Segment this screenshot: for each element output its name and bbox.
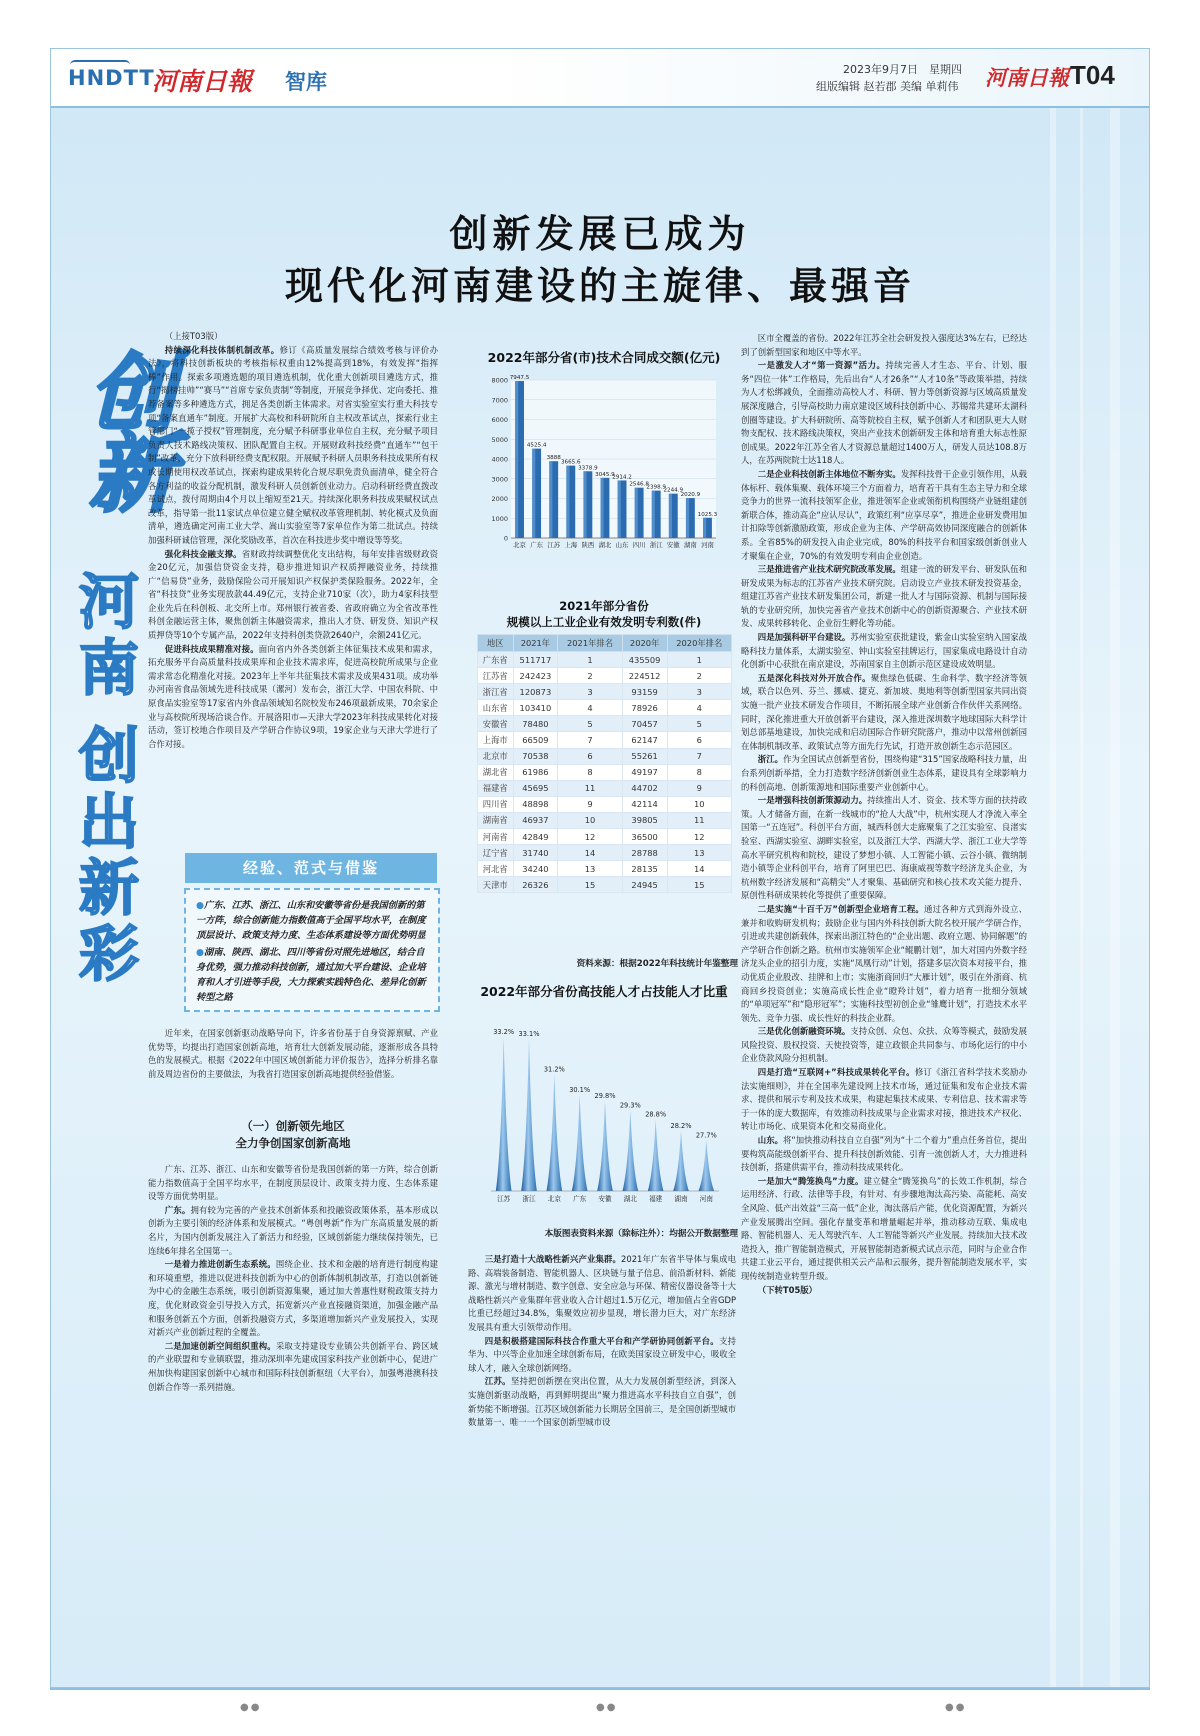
- slogan-char: 河: [79, 568, 139, 638]
- headline: [50, 208, 1150, 312]
- table-row: [478, 796, 732, 812]
- data-label: 3378.9: [578, 465, 598, 472]
- column-header: 2021年: [513, 635, 558, 652]
- table-cell: 34240: [513, 861, 558, 877]
- table-cell: 78926: [622, 700, 667, 716]
- headline-line-2: 现代化河南建设的主旋律、最强音: [284, 263, 915, 308]
- data-label: 33.2%: [493, 1028, 515, 1037]
- table-row: [478, 861, 732, 877]
- data-label: 31.2%: [543, 1065, 565, 1074]
- table-cell: 湖北省: [478, 764, 514, 780]
- table-row: [478, 829, 732, 845]
- paragraph: 山东。将“加快推动科技自立自强”列为“十二个着力”重点任务首位，提出要构筑高能级创新平台、提升科技创新效能、引育一流创新人才，大力推进科技创新，搭建供需平台，推动科技成果转化。: [741, 1135, 1028, 1173]
- table-cell: 9: [667, 780, 731, 796]
- slogan-char: 创: [79, 722, 139, 792]
- column-header: 2021年排名: [558, 635, 622, 652]
- table-cell: 6: [558, 748, 622, 764]
- table-cell: 四川省: [478, 796, 514, 812]
- paragraph: 强化科技金融支撑。省财政持续调整优化支出结构，每年安排省级财政资金20亿元，加强信贷资金支持，稳步推进知识产权质押融资业务，持续推广“信易贷”业务，鼓励保险公司开展知识产权保护类保险服务。2022年，全省“科技贷”业务实现放款44.49亿元，支持企业710家（次），助力4家科技型企业先后在科创板、北交所上市。郑州银行被省委、省政府确立为全省改革性科创金融运营主体，聚焦创新主体融资需求，推出人才贷、研发贷、知识产权质押贷等10个专属产品，2022年支持科创类贷款2640户，余额241亿元。: [148, 548, 439, 641]
- data-label: 33.1%: [518, 1029, 540, 1038]
- footer-dots: ●●: [596, 1702, 618, 1713]
- category-label: 福建: [649, 1195, 663, 1203]
- section-name: 智库: [285, 70, 327, 94]
- category-label: 北京: [547, 1195, 561, 1203]
- bar-highlight: [618, 480, 621, 538]
- footer-divider: [50, 1688, 1150, 1690]
- table-row: [478, 652, 732, 668]
- table-cell: 28135: [622, 861, 667, 877]
- table-cell: 26326: [513, 877, 558, 893]
- table-cell: 24945: [622, 877, 667, 893]
- paper-name-right: 河南日報: [985, 65, 1069, 90]
- charts-source-note: 本版图表资料来源（除标注外）：均据公开数据整理: [544, 1229, 738, 1239]
- paragraph: 江苏。坚持把创新摆在突出位置，从大力发展创新型经济，到深入实施创新驱动战略，再到鲜明提出“聚力推进高水平科技自立自强”，创新势能不断增强。江苏区域创新能力长期居全国前三，是全国创新型城市数量第一、唯一一个国家创新型城市设: [468, 1376, 737, 1428]
- table-cell: 辽宁省: [478, 845, 514, 861]
- category-label: 安徽: [598, 1195, 612, 1203]
- category-label: 湖南: [683, 541, 697, 549]
- footer-dots: ●●: [240, 1702, 262, 1713]
- y-tick-label: 6000: [491, 416, 508, 424]
- data-label: 2020.9: [680, 492, 701, 499]
- bar-highlight: [686, 498, 689, 538]
- table-cell: 11: [558, 780, 622, 796]
- data-label: 3888: [546, 455, 561, 462]
- table-cell: 3: [558, 684, 622, 700]
- slogan-char: 南: [79, 634, 139, 704]
- table-cell: 511717: [513, 652, 558, 668]
- cone-bar: [597, 1101, 613, 1191]
- table-cell: 242423: [513, 668, 558, 684]
- data-label: 2244.9: [663, 487, 684, 494]
- data-label: 3665.6: [561, 459, 581, 466]
- cone-bar: [698, 1140, 714, 1191]
- table-cell: 28788: [622, 845, 667, 861]
- y-tick-label: 8000: [491, 376, 508, 385]
- bar-highlight: [549, 461, 552, 538]
- logo-arc: [70, 60, 130, 65]
- paragraph: 一是着力推进创新生态系统。围绕企业、技术和金融的培育进行制度构建和环境重塑，推进以促进科技创新为中心的创新体制机制改革，打造以创新链为中心的金融生态系统，吸引创新资源集聚，通过加大普惠性财税政策支持力度，优化财政资金引导投入方式，拓宽新兴产业直接融资渠道，加强金融产品和服务创新五个方面，创新投融资方式，多渠道增加新兴产业发展投入，实现对新兴产业创新过程的全覆盖。: [148, 1259, 439, 1338]
- box-title: 经验、范式与借鉴: [185, 853, 437, 883]
- table-row: [478, 700, 732, 716]
- patent-table: [477, 634, 732, 893]
- table-cell: 5: [667, 716, 731, 732]
- table-row: [478, 780, 732, 796]
- table-cell: 山东省: [478, 700, 514, 716]
- table-cell: 62147: [622, 732, 667, 748]
- data-label: 29.3%: [619, 1101, 641, 1110]
- y-tick-label: 5000: [491, 435, 508, 444]
- article-column-3: [741, 332, 1027, 1297]
- table-cell: 224512: [622, 668, 667, 684]
- table-cell: 70538: [513, 748, 558, 764]
- table-row: [478, 716, 732, 732]
- table-row: [478, 668, 732, 684]
- table-cell: 3: [667, 684, 731, 700]
- paragraph: 持续深化科技体制机制改革。修订《高质量发展综合绩效考核与评价办法》，将科技创新板块的考核指标权重由12%提高到18%，有效发挥“指挥棒”作用。探索多项遴选题的项目遴选机制，优化重大创新项目遴选方式，推行“揭榜挂帅”“赛马”“首席专家负责制”等制度，开展竞争择优、定向委托、推荐备案等多种遴选方式，拥足各类创新主体需求。对省实验室实行重大科技专项“备案直通车”制度。开展扩大高校和科研院所自主权改革试点，探索行业主管部门“一揽子授权”管理制度，充分赋予科研事业单位自主权，充分赋予项目负责人技术路线决策权、团队配置自主权。开展财政科技经费“直通车”“包干制”改革，充分下放科研经费支配权限。开展赋予科研人员职务科技成果所有权或长期使用权改革试点，探索构建成果转化合规尽职免责负面清单，健全符合各方利益的收益分配机制，激发科研人员创新创业动力。启动科研经费直拨改革试点，拨付周期由4个月以上缩短至21天。持续深化职务科技成果赋权试点改革，指导第一批11家试点单位建立健全赋权改革管理机制、转化模式及负面清单，遴选确定河南工业大学、嵩山实验室等7家单位作为第二批试点。持续加强科研诚信管理，深化奖励改革，首次在科技进步奖中增设等等奖。: [148, 344, 439, 545]
- category-label: 广东: [573, 1195, 587, 1203]
- table-cell: 7: [558, 732, 622, 748]
- y-tick-label: 1000: [491, 514, 508, 523]
- data-label: 2398.9: [646, 484, 666, 491]
- data-label: 2546.8: [629, 481, 649, 488]
- chart-title-patent: 2021年部分省份 规模以上工业企业有效发明专利数(件): [506, 599, 702, 629]
- cone-bar: [648, 1120, 664, 1191]
- category-label: 陕西: [581, 541, 595, 549]
- bar-highlight: [515, 381, 518, 538]
- continued-note: （上接T03版）: [164, 331, 223, 341]
- category-label: 江苏: [497, 1195, 511, 1203]
- cone-bar: [546, 1075, 562, 1191]
- page-number: T04: [1070, 60, 1115, 90]
- continue-note: （下转T05版）: [757, 1284, 818, 1295]
- data-label: 4525.4: [526, 442, 547, 449]
- table-cell: 9: [558, 796, 622, 812]
- data-label: 30.1%: [569, 1086, 591, 1095]
- paragraph: 二是实施“十百千万”创新型企业培育工程。通过各种方式到海外设立、兼并和收购研发机构；鼓励企业与国内外科技创新大院名校开展产学研合作，引进或共建创新载体，探索出浙江特色的“企业出题、政府立题、协同解题”的产学研合作创新之路。杭州市实施领军企业“鲲鹏计划”，加大对国内外数字经济龙头企业的招引力度，实施“凤凰行动”计划，搭建多层次资本对接平台，推动优质企业股改、挂牌和上市；实施浙商回归“大雁计划”，吸引在外浙商、杭商回乡投资创业；实施高成长性企业“瞪羚计划”，着力培育一批细分领域的“单项冠军”和“隐形冠军”；实施科技型初创企业“雏鹰计划”，打造技术水平领先、竞争力强、成长性好的科技企业群。: [741, 903, 1027, 1023]
- cone-bar: [496, 1037, 512, 1191]
- table-cell: 36500: [622, 829, 667, 845]
- table-cell: 1: [667, 652, 731, 668]
- table-cell: 48898: [513, 796, 558, 812]
- article-column-2: [468, 1253, 736, 1430]
- paragraph: 二是加速创新空间组织重构。采取支持建设专业镇公共创新平台、跨区域的产业联盟和专业镇联盟，推动深圳率先建成国家科技产业创新中心，促进广州加快构建国家创新中心城市和国际科技创新枢纽（大平台），加强粤港澳科技创新合作等一系列措施。: [148, 1340, 439, 1392]
- category-label: 广东: [530, 541, 544, 549]
- table-cell: 42114: [622, 796, 667, 812]
- bar-highlight: [601, 478, 604, 538]
- table-row: [478, 845, 732, 861]
- table-row: [478, 812, 732, 828]
- bar-highlight: [669, 494, 672, 538]
- data-label: 28.8%: [645, 1110, 667, 1119]
- data-label: 28.2%: [670, 1121, 692, 1130]
- paragraph: 四是打造“互联网+”科技成果转化平台。修订《浙江省科学技术奖励办法实施细则》，并在全国率先建设网上技术市场，通过征集和发布企业技术需求、提供和展示专利及技术成果，构建起集技术成果、专利信息、技术需求等于一体的庞大数据库，有效推动科技成果与企业需求对接，推进技术产权化、转让市场化、成果资本化和交易商业化。: [741, 1067, 1028, 1132]
- table-cell: 广东省: [478, 652, 514, 668]
- table-cell: 上海市: [478, 732, 514, 748]
- slogan-char: 出: [79, 788, 139, 858]
- category-label: 湖北: [598, 541, 612, 549]
- category-label: 安徽: [666, 541, 680, 549]
- category-label: 河南: [701, 541, 714, 549]
- table-cell: 70457: [622, 716, 667, 732]
- data-label: 3045.9: [595, 471, 615, 478]
- paragraph: 一是加大“腾笼换鸟”力度。建立健全“腾笼换鸟”的长效工作机制，综合运用经济、行政、法律等手段，有针对、有步骤地淘汰高污染、高能耗、高安全风险、低产出效益“三高一低”企业，淘汰落后产能，优化资源配置，为新兴产业发展腾出空间。强化存量变革和增量崛起并举，推动移动互联、集成电路、智能机器人、无人驾驶汽车、人工智能等新兴产业发展。持续加大技术改造投入，推广智能制造模式，开展智能制造新模式试点示范，同时与企业合作共建工业云平台，通过提供相关云产品和云服务，提升智能制造发展水平，实现传统制造业转型升级。: [741, 1175, 1027, 1281]
- section-subheading: （一）创新领先地区 全力争创国家创新高地: [235, 1119, 351, 1150]
- table-cell: 49197: [622, 764, 667, 780]
- y-tick-label: 3000: [491, 475, 508, 484]
- paragraph: 三是推进省产业技术研究院改革发展。组建一流的研发平台、研发队伍和研发成果为标志的江苏省产业技术研究院。启动设立产业技术研发投资基金，组建江苏省产业技术研发集团公司，新建一批人才与国际资源、机制与国际接轨的专业研究所，加快完善省产业技术创新中心的创新资源聚合、产业技术研发、成果转移转化、企业衍生孵化等功能。: [741, 564, 1028, 629]
- table-cell: 46937: [513, 812, 558, 828]
- table-cell: 北京市: [478, 748, 514, 764]
- cone-bar: [622, 1110, 638, 1191]
- paragraph: 二是企业科技创新主体地位不断夯实。发挥科技骨干企业引领作用，从载体标杆、载体集聚、载体环境三个方面着力，培育若干具有生态主导力和全球竞争力的世界一流科技领军企业，推进领军企业或领衔机构围绕产业链组建创新联合体，推动高企“应认尽认”，政策红利“应享尽享”，推进企业研发费用加计扣除等创新激励政策，形成企业为主体、产学研高效协同深度融合的创新体系。全省85%的研发投入由企业完成，80%的科技平台和国家级创新创业人才聚集在企业，70%的有效发明专利由企业创造。: [741, 468, 1028, 561]
- quote-item: ●广东、江苏、浙江、山东和安徽等省份是我国创新的第一方阵，综合创新能力指数值高于全国平均水平，在制度顶层设计、政策支持力度、生态体系建设等方面优势明显: [196, 900, 426, 941]
- table-row: [478, 764, 732, 780]
- table-cell: 浙江省: [478, 684, 514, 700]
- headline-line-1: 创新发展已成为: [449, 211, 751, 256]
- table-source-note: 资料来源：根据2022年科技统计年鉴整理: [576, 959, 738, 969]
- paragraph: 广东。拥有较为完善的产业技术创新体系和投融资政策体系，基本形成以创新为主要引领的经济体系和发展模式。“粤创粤新”作为广东高质量发展的新名片，为国内创新发展注入了新活力和经验，区域创新能力继续保持领先，已连续6年排名全国第一。: [148, 1204, 439, 1256]
- table-cell: 39805: [622, 812, 667, 828]
- table-cell: 河北省: [478, 861, 514, 877]
- paragraph: 广东、江苏、浙江、山东和安徽等省份是我国创新的第一方阵，综合创新能力指数值高于全国平均水平，在制度顶层设计、政策支持力度、生态体系建设等方面优势明显。: [148, 1164, 438, 1202]
- paragraph: 五是深化科技对外开放合作。聚焦绿色低碳、生命科学、数字经济等领域，联合以色列、芬兰、挪威、捷克、新加坡、奥地利等创新型国家共同出资实施一批产业技术研发合作项目，不断拓展全球产业创新合作伙伴关系网络。同时，深化推进重大开放创新平台建设，深入推进深圳数字地球国际大科学计划总部基地建设，加快完成和启动国际合作研究院落户，推动中以常州创新园在体制机制改革、政策试点等方面先行先试，打造开放创新生态示范园区。: [741, 672, 1028, 751]
- category-label: 河南: [699, 1195, 713, 1203]
- table-cell: 13: [558, 861, 622, 877]
- slogan-big: 创新: [74, 348, 174, 508]
- cone-bar: [521, 1039, 537, 1191]
- table-cell: 120873: [513, 684, 558, 700]
- data-label: 29.8%: [594, 1091, 616, 1100]
- table-row: [478, 748, 732, 764]
- category-label: 上海: [564, 541, 578, 549]
- data-label: 7947.5: [509, 375, 530, 382]
- table-cell: 安徽省: [478, 716, 514, 732]
- table-cell: 天津市: [478, 877, 514, 893]
- masthead: [50, 48, 1150, 106]
- table-cell: 6: [667, 732, 731, 748]
- bar-highlight: [635, 488, 638, 538]
- issue-date: 2023年9月7日 星期四: [843, 63, 962, 76]
- data-label: 1025.3: [697, 511, 718, 518]
- table-cell: 31740: [513, 845, 558, 861]
- table-cell: 435509: [622, 652, 667, 668]
- table-cell: 12: [667, 829, 731, 845]
- table-cell: 10: [667, 796, 731, 812]
- table-cell: 45695: [513, 780, 558, 796]
- editors-line: 组版编辑 赵若郡 美编 单莉伟: [816, 80, 959, 93]
- table-header-row: [478, 635, 732, 652]
- intro-paragraph: 近年来，在国家创新驱动战略导向下，许多省份基于自身资源禀赋、产业优势等，均提出打造国家创新高地，培育壮大创新发展动能，逐渐形成各具特色的发展模式。根据《2022年中国区域创新能力评价报告》，选择分析排名靠前及周边省份的主要做法，为我省打造国家创新高地提供经验借鉴。: [148, 1028, 438, 1079]
- table-row: [478, 684, 732, 700]
- paragraph: 区市全覆盖的省份。2022年江苏全社会研发投入强度达3%左右，已经达到了创新型国家和地区中等水平。: [741, 333, 1027, 357]
- table-cell: 78480: [513, 716, 558, 732]
- paragraph: 一是激发人才“第一资源”活力。持续完善人才生态、平台、计划、服务“四位一体”工作格局，先后出台“人才26条”“人才10条”等政策举措，持续为人才松绑减负，全面推动高校人才、科研、智力等创新资源与区域高质量发展深度融合，引导高校助力南京建设区域科技创新中心、苏锡常共建环太湖科创圈等建设。扩大科研院所、高等院校自主权，赋予创新人才和团队更大人财物支配权、技术路线决策权，突出产业技术创新研发主体和培育重大标志性原创成果。2022年江苏全省人才资源总量超过1400万人，研发人员达108.8万人，在苏两院院士达118人。: [741, 360, 1027, 466]
- table-cell: 93159: [622, 684, 667, 700]
- category-label: 湖南: [674, 1195, 688, 1203]
- y-tick-label: 2000: [491, 495, 508, 503]
- y-tick-label: 4000: [491, 455, 508, 464]
- table-cell: 2: [667, 668, 731, 684]
- paragraph: 浙江。作为全国试点创新型省份，围绕构建“315”国家战略科技力量，出台系列创新举措，全力打造数字经济创新创业生态体系，建设具有全球影响力的科创高地、创新策源地和国际重要产业创新中心。: [741, 754, 1027, 792]
- y-tick-label: 0: [503, 534, 508, 543]
- slogan-char: 彩: [79, 920, 139, 990]
- bar-highlight: [652, 491, 655, 538]
- table-cell: 湖南省: [478, 812, 514, 828]
- article-column-1-bottom: [148, 1027, 438, 1081]
- table-cell: 4: [558, 700, 622, 716]
- paragraph: 三是打造十大战略性新兴产业集群。2021年广东省半导体与集成电路、高端装备制造、智能机器人、区块链与量子信息、前沿新材料、新能源、激光与增材制造、数字创意、安全应急与环保、精密仪器设备等十大战略性新兴产业集群年营业收入合计超过1.5万亿元，增加值占全省GDP比重已经超过34.8%，集聚效应初步显现，增长潜力巨大，对广东经济发展具有重大引领带动作用。: [468, 1254, 736, 1332]
- article-column-1-body: [148, 1163, 438, 1394]
- table-cell: 15: [558, 877, 622, 893]
- data-label: 2914.2: [612, 474, 632, 481]
- slogan-char: 新: [79, 854, 139, 924]
- category-label: 湖北: [623, 1195, 637, 1203]
- category-label: 北京: [513, 541, 526, 549]
- chart-title-tech-contract: 2022年部分省(市)技术合同成交额(亿元): [487, 350, 721, 365]
- bar-highlight: [566, 466, 569, 538]
- table-cell: 44702: [622, 780, 667, 796]
- table-cell: 15: [667, 877, 731, 893]
- table-cell: 7: [667, 748, 731, 764]
- table-cell: 55261: [622, 748, 667, 764]
- table-cell: 61986: [513, 764, 558, 780]
- table-cell: 66509: [513, 732, 558, 748]
- table-cell: 12: [558, 829, 622, 845]
- y-tick-label: 7000: [491, 396, 508, 405]
- table-cell: 河南省: [478, 829, 514, 845]
- table-cell: 8: [667, 764, 731, 780]
- column-header: 2020年排名: [667, 635, 731, 652]
- table-cell: 10: [558, 812, 622, 828]
- table-cell: 8: [558, 764, 622, 780]
- paragraph: 四是积极搭建国际科技合作重大平台和产学研协同创新平台。支持华为、中兴等企业加速全球创新布局，在欧美国家设立研发中心，吸收全球人才，融入全球创新网络。: [468, 1335, 737, 1373]
- table-cell: 5: [558, 716, 622, 732]
- table-cell: 4: [667, 700, 731, 716]
- chart-title-high-skill: 2022年部分省份高技能人才占技能人才比重: [480, 984, 728, 999]
- category-label: 山东: [615, 541, 629, 549]
- category-label: 江苏: [547, 541, 561, 549]
- category-label: 浙江: [649, 541, 663, 549]
- quote-item: ●湖南、陕西、湖北、四川等省份对照先进地区，结合自身优势，强力推动科技创新，通过加大平台建设、企业培育和人才引进等手段，大力探索实践特色化、差异化创新转型之路: [196, 947, 426, 1003]
- tech-contract-bar-chart: [485, 372, 722, 564]
- table-cell: 103410: [513, 700, 558, 716]
- table-cell: 福建省: [478, 780, 514, 796]
- bar-highlight: [703, 518, 706, 538]
- table-cell: 14: [558, 845, 622, 861]
- cone-bar: [572, 1095, 588, 1191]
- paper-name: 河南日報: [152, 67, 253, 96]
- paragraph: 三是优化创新融资环境。支持众创、众包、众扶、众筹等模式，鼓励发展风险投资、股权投资、天使投资等，建立政银企共同参与、市场化运行的中小企业贷款风险分担机制。: [741, 1026, 1028, 1064]
- paragraph: 四是加强科研平台建设。苏州实验室获批建设，紫金山实验室纳入国家战略科技力量体系，太湖实验室、钟山实验室挂牌运行，国家集成电路设计自动化创新中心获批在南京建设，苏南国家自主创新示范区建设成效明显。: [741, 632, 1028, 670]
- column-header: 2020年: [622, 635, 667, 652]
- table-cell: 42849: [513, 829, 558, 845]
- table-cell: 13: [667, 845, 731, 861]
- category-label: 浙江: [522, 1195, 536, 1203]
- table-cell: 11: [667, 812, 731, 828]
- data-label: 27.7%: [695, 1131, 717, 1140]
- paragraph: 一是增强科技创新策源动力。持续推出人才、资金、技术等方面的扶持政策。人才储备方面，在新一线城市的“抢人大战”中，杭州实现人才净流入率全国第一“五连冠”。科创平台方面，城西科创大走廊聚集了之江实验室、良渚实验室、西湖实验室、湖畔实验室，以及浙江大学、西湖大学、浙江工业大学等高水平研究机构和院校，建设了梦想小镇、人工智能小镇、云谷小镇、微纳制造小镇等企业科创平台，培育了阿里巴巴、海康威视等数字经济龙头企业，为杭州数字经济发展和“高精尖”人才聚集、基础研究和核心技术攻关能力提升、原创性科研成果转化等提供了重要保障。: [741, 795, 1028, 901]
- footer-dots: ●●: [945, 1702, 967, 1713]
- category-label: 四川: [632, 541, 646, 549]
- article-column-1: [148, 330, 438, 751]
- high-skill-cone-chart: [485, 1008, 725, 1213]
- column-header: 地区: [478, 635, 514, 652]
- paragraph: 促进科技成果精准对接。面向省内外各类创新主体征集技术成果和需求，拓充服务平台高质量科技成果库和企业技术需求库，促进高校院所成果与企业需求常态化精准化对接。2023年上半年共征集技术需求及成果431项。成功举办河南省食品领域先进科技成果（漯河）发布会，浙江大学、中国农科院、中原食品实验室等17家省内外食品领域知名院校发布246项最新成果，70余家企业与高校院所现场洽谈合作。开展洛阳市—天津大学2023年科技成果转化对接活动，签订校地合作项目及产学研合作协议9项，19家企业与天津大学进行了合作对接。: [148, 643, 439, 749]
- logo-text: HNDTT: [68, 66, 155, 90]
- bar-highlight: [532, 449, 535, 538]
- table-cell: 14: [667, 861, 731, 877]
- bar-highlight: [583, 471, 586, 538]
- table-cell: 2: [558, 668, 622, 684]
- cone-bar: [673, 1131, 689, 1191]
- header-divider: [50, 106, 1150, 108]
- pull-quote-box: [184, 888, 440, 1012]
- table-cell: 江苏省: [478, 668, 514, 684]
- table-row: [478, 732, 732, 748]
- table-cell: 1: [558, 652, 622, 668]
- table-row: [478, 877, 732, 893]
